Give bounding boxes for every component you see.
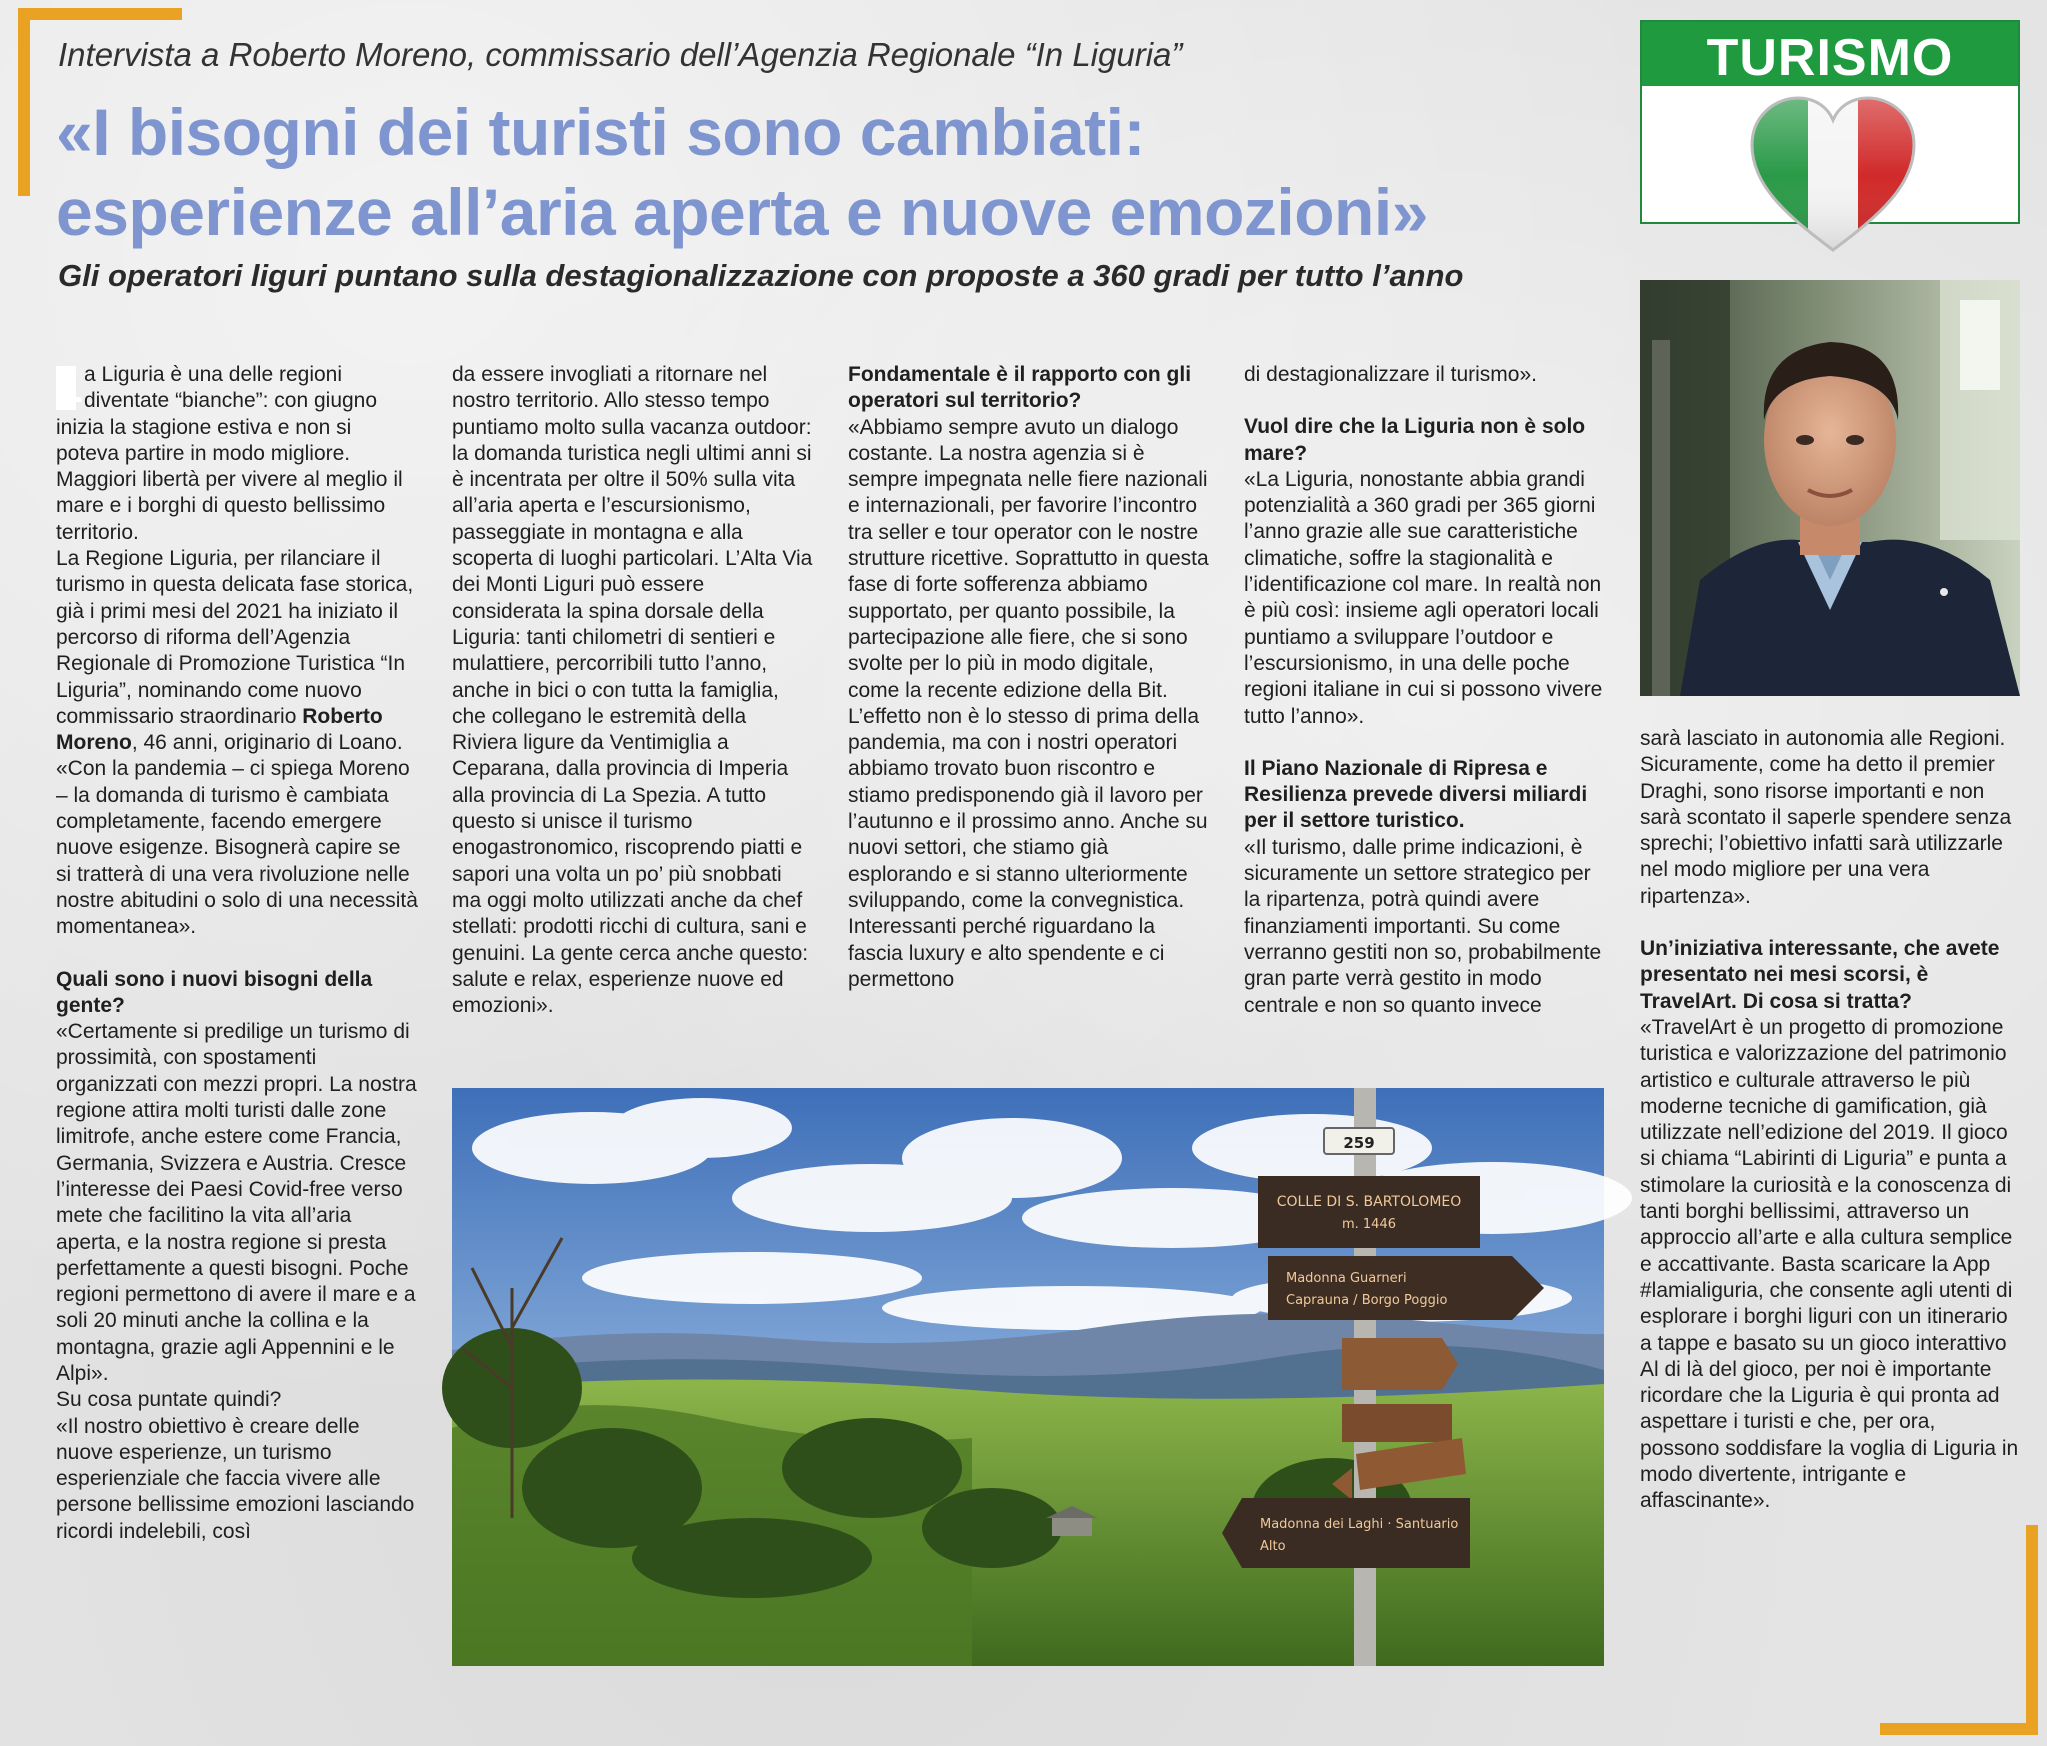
portrait-photo bbox=[1640, 280, 2020, 696]
sign-board-2-line-1: Madonna Guarneri bbox=[1286, 1271, 1407, 1286]
corner-accent-bottom-right bbox=[1880, 1723, 2038, 1735]
interview-question: Un’iniziativa interessante, che avete presentato nei mesi scorsi, è TravelArt. Di cosa si tratta? bbox=[1640, 937, 2000, 1013]
interview-answer: di destagionalizzare il turismo». bbox=[1244, 363, 1537, 386]
interview-answer: da essere invogliati a ritornare nel nostro territorio. Allo stesso tempo puntiamo molto sulla vacanza outdoor: la domanda turistica negli ultimi anni si è incentrata per oltre il 50% sulla vita all’aria aperta e l’escursionismo, passeggiate in montagna e alla scoperta di luoghi particolari. L’Alta Via dei Monti Liguri può essere considerata la spina dorsale della Liguria: tanti chilometri di sentieri e mulattiere, percorribili tutto l’anno, anche in bici o con tutta la famiglia, che collegano le estremità della Riviera ligure da Ventimiglia a Ceparana, dalla provincia di Imperia alla provincia di La Spezia. A tutto questo si unisce il turismo enogastronomico, riscoprendo piatti e sapori una volta un po’ più snobbati ma oggi molto utilizzati anche da chef stellati: prodotti ricchi di cultura, sani e genuini. La gente cerca anche questo: salute e relax, esperienze nuove ed emozioni». bbox=[452, 363, 813, 1018]
corner-accent-top-left bbox=[18, 8, 182, 20]
interview-answer: «Abbiamo sempre avuto un dialogo costante. La nostra agenzia si è sempre impegnata nelle fiere nazionali e internazionali, per favorire l’incontro tra seller e tour operator con le nostre strutture ricettive. Soprattutto in questa fase di forte sofferenza abbiamo supportato, per quanto possibile, la partecipazione alle fiere, che si sono svolte per lo più in modo digitale, come la recente edizione della Bit. L’effetto non è lo stesso di prima della pandemia, ma con i nostri operatori abbiamo trovato buon riscontro e stiamo predisponendo già il lavoro per l’autunno e il prossimo anno. Anche su nuovi settori, che stiamo già esplorando e si stanno ulteriormente sviluppando, come la convegnistica. Interessanti perché riguardano la fascia luxury e alto spendente e ci permettono bbox=[848, 415, 1209, 991]
sign-board-5-line-2: Alto bbox=[1260, 1539, 1286, 1554]
sign-post-number: 259 bbox=[1343, 1134, 1375, 1152]
interview-answer: «TravelArt è un progetto di promozione turistica e valorizzazione del patrimonio artistico e culturale attraverso le più moderne tecniche di gamification, già utilizzate nell’edizione del 2019. Il gioco si chiama “Labirinti di Liguria” e punta a stimolare la curiosità e la conoscenza di tanti borghi bellissimi, attraverso un approccio all’arte e alla cultura semplice e accattivante. Basta scaricare la App #lamialiguria, che consente agli utenti di esplorare i borghi liguri con un itinerario a tappe e basato su un gioco interattivo Al di là del gioco, per noi è importante ricordare che la Liguria è qui pronta ad aspettare i turisti e che, per ora, possono soddisfare la voglia di Liguria in modo divertente, intrigante e affascinante». bbox=[1640, 1015, 2019, 1513]
interview-answer: «Il nostro obiettivo è creare delle nuove esperienze, un turismo esperienziale che faccia vivere alle persone bellissime emozioni lasciando ricordi indelebili, così bbox=[56, 1414, 415, 1543]
interview-answer: sarà lasciato in autonomia alle Regioni. Sicuramente, come ha detto il premier Draghi, sono risorse importanti e non sarà scontato il saperle spendere senza sprechi; l’obiettivo infatti sarà utilizzarle nel modo migliore per una vera ripartenza». bbox=[1640, 727, 2012, 908]
sign-board-5-line-1: Madonna dei Laghi · Santuario bbox=[1260, 1517, 1459, 1532]
sign-board-1-line-2: m. 1446 bbox=[1341, 1217, 1397, 1232]
drop-cap: L bbox=[56, 363, 83, 412]
interview-question: Fondamentale è il rapporto con gli operatori sul territorio? bbox=[848, 363, 1192, 413]
section-badge-label: TURISMO bbox=[1706, 29, 1954, 87]
article-paragraph: «Con la pandemia – ci spiega Moreno – la domanda di turismo è cambiata completamente, facendo emergere nuove esigenze. Bisognerà capire se si tratterà di una vera rivoluzione nelle nostre abitudini o solo di una necessità momentanea». bbox=[56, 757, 418, 939]
interview-question: Vuol dire che la Liguria non è solo mare? bbox=[1244, 415, 1586, 465]
interview-answer: «Certamente si predilige un turismo di prossimità, con spostamenti organizzati con mezzi propri. La nostra regione attira molti turisti dalle zone limitrofe, anche estere come Francia, Germania, Svizzera e Austria. Cresce l’interesse dei Paesi Covid-free verso mete che facilitino la vita all’aria aperta, e la nostra regione si presta perfettamente a questi bisogni. Poche regioni permettono di avere il mare e a soli 20 minuti anche la collina e la montagna, grazie agli Appennini e le Alpi». bbox=[56, 1020, 417, 1385]
article-paragraph bbox=[56, 546, 418, 756]
article-column-2 bbox=[452, 362, 814, 1066]
article-column-1 bbox=[56, 362, 418, 1672]
interview-answer: «Il turismo, dalle prime indicazioni, è sicuramente un settore strategico per la ripartenza, potrà quindi avere finanziamenti importanti. Su come verranno gestiti non so, probabilmente gran parte verrà gestito in modo centrale e non so quanto invece bbox=[1244, 835, 1602, 1017]
interview-question: Su cosa puntate quindi? bbox=[56, 1388, 282, 1412]
article-subheadline: Gli operatori liguri puntano sulla destagionalizzazione con proposte a 360 gradi per tutto l’anno bbox=[58, 258, 1464, 293]
paragraph-text: La Regione Liguria, per rilanciare il turismo in questa delicata fase storica, già i primi mesi del 2021 ha iniziato il percorso di riforma dell’Agenzia Regionale di Promozione Turistica “In Liguria”, nominando come nuovo commissario straordinario bbox=[56, 547, 414, 728]
article-kicker: Intervista a Roberto Moreno, commissario dell’Agenzia Regionale “In Liguria” bbox=[58, 36, 1183, 73]
corner-accent-bottom-right-vertical bbox=[2026, 1525, 2038, 1735]
italian-flag-heart-icon bbox=[1746, 90, 1920, 260]
headline-line-2: esperienze all’aria aperta e nuove emozioni» bbox=[56, 175, 1428, 249]
sign-board-2-line-2: Caprauna / Borgo Poggio bbox=[1286, 1293, 1448, 1308]
article-column-4 bbox=[1244, 362, 1606, 1066]
interviewee-name: Roberto Moreno bbox=[56, 704, 383, 755]
interview-question: Quali sono i nuovi bisogni della gente? bbox=[56, 967, 373, 1017]
article-column-5 bbox=[1640, 726, 2020, 1672]
section-badge-band bbox=[1642, 22, 2018, 86]
article-paragraph bbox=[56, 362, 418, 546]
section-badge bbox=[1640, 20, 2020, 224]
corner-accent-top-left-vertical bbox=[18, 8, 30, 196]
article-headline bbox=[56, 92, 1636, 252]
landscape-photo bbox=[452, 1088, 1604, 1666]
intro-text: a Liguria è una delle regioni diventate “bianche”: con giugno inizia la stagione estiva e non si poteva partire in modo migliore. Maggiori libertà per vivere al meglio il mare e i borghi di questo bellissimo territorio. bbox=[56, 363, 403, 544]
paragraph-text: , 46 anni, originario di Loano. bbox=[131, 731, 403, 755]
interview-question: Il Piano Nazionale di Ripresa e Resilienza prevede diversi miliardi per il settore turistico. bbox=[1244, 756, 1588, 833]
sign-board-1-line-1: COLLE DI S. BARTOLOMEO bbox=[1276, 1194, 1462, 1210]
headline-line-1: «I bisogni dei turisti sono cambiati: bbox=[56, 95, 1145, 169]
interview-answer: «La Liguria, nonostante abbia grandi potenzialità a 360 gradi per 365 giorni l’anno grazie alle sue caratteristiche climatiche, soffre la stagionalità e l’identificazione col mare. In realtà non è più così: insieme agli operatori locali puntiamo a sviluppare l’outdoor e l’escursionismo, in una delle poche regioni italiane in cui si possono vivere tutto l’anno». bbox=[1244, 467, 1603, 728]
article-column-3 bbox=[848, 362, 1210, 1066]
